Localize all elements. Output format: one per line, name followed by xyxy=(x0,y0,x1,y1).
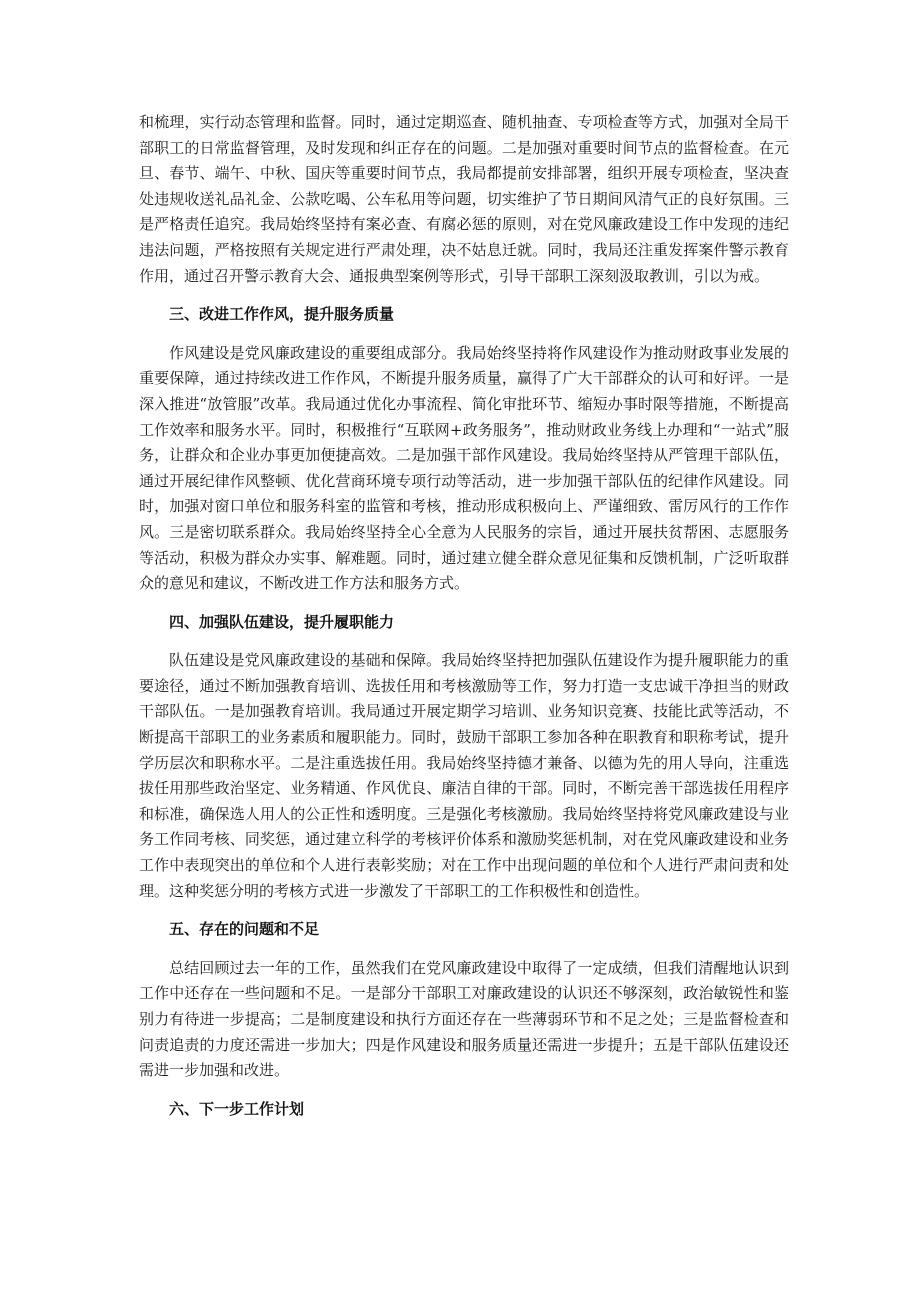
paragraph-work-style: 作风建设是党风廉政建设的重要组成部分。我局始终坚持将作风建设作为推动财政事业发展的重要保障，通过持续改进工作作风，不断提升服务质量，赢得了广大干部群众的认可和好评。一是深入推进“放管服”改革。我局通过优化办事流程、简化审批环节、缩短办事时限等措施，不断提高工作效率和服务水平。同时，积极推行“互联网+政务服务”，推动财政业务线上办理和“一站式”服务，让群众和企业办事更加便捷高效。二是加强干部作风建设。我局始终坚持从严管理干部队伍，通过开展纪律作风整顿、优化营商环境专项行动等活动，进一步加强干部队伍的纪律作风建设。同时，加强对窗口单位和服务科室的监管和考核，推动形成积极向上、严谨细致、雷厉风行的工作作风。三是密切联系群众。我局始终坚持全心全意为人民服务的宗旨，通过开展扶贫帮困、志愿服务等活动，积极为群众办实事、解难题。同时，通过建立健全群众意见征集和反馈机制，广泛听取群众的意见和建议，不断改进工作方法和服务方式。 xyxy=(139,343,789,593)
heading-section-5: 五、存在的问题和不足 xyxy=(169,920,320,939)
paragraph-team-building: 队伍建设是党风廉政建设的基础和保障。我局始终坚持把加强队伍建设作为提升履职能力的重要途径，通过不断加强教育培训、选拔任用和考核激励等工作，努力打造一支忠诚干净担当的财政干部队伍。一是加强教育培训。我局通过开展定期学习培训、业务知识竞赛、技能比武等活动，不断提高干部职工的业务素质和履职能力。同时，鼓励干部职工参加各种在职教育和职称考试，提升学历层次和职称水平。二是注重选拔任用。我局始终坚持德才兼备、以德为先的用人导向，注重选拔任用那些政治坚定、业务精通、作风优良、廉洁自律的干部。同时，不断完善干部选拔任用程序和标准，确保选人用人的公正性和透明度。三是强化考核激励。我局始终坚持将党风廉政建设与业务工作同考核、同奖惩，通过建立科学的考核评价体系和激励奖惩机制，对在党风廉政建设和业务工作中表现突出的单位和个人进行表彰奖励；对在工作中出现问题的单位和个人进行严肃问责和处理。这种奖惩分明的考核方式进一步激发了干部职工的工作积极性和创造性。 xyxy=(139,651,789,900)
heading-section-4: 四、加强队伍建设，提升履职能力 xyxy=(169,612,395,631)
paragraph-supervision-continued: 和梳理，实行动态管理和监督。同时，通过定期巡查、随机抽查、专项检查等方式，加强对全局干部职工的日常监督管理，及时发现和纠正存在的问题。二是加强对重要时间节点的监督检查。在元旦、春节、端午、中秋、国庆等重要时间节点，我局都提前安排部署，组织开展专项检查，坚决查处违规收送礼品礼金、公款吃喝、公车私用等问题，切实维护了节日期间风清气正的良好氛围。三是严格责任追究。我局始终坚持有案必查、有腐必惩的原则，对在党风廉政建设工作中发现的违纪违法问题，严格按照有关规定进行严肃处理，决不姑息迁就。同时，我局还注重发挥案件警示教育作用，通过召开警示教育大会、通报典型案例等形式，引导干部职工深刻汲取教训，引以为戒。 xyxy=(139,113,789,285)
document-page xyxy=(139,110,789,1135)
heading-section-6: 六、下一步工作计划 xyxy=(169,1099,305,1118)
paragraph-problems: 总结回顾过去一年的工作，虽然我们在党风廉政建设中取得了一定成绩，但我们清醒地认识到工作中还存在一些问题和不足。一是部分干部职工对廉政建设的认识还不够深刻，政治敏锐性和鉴别力有待进一步提高；二是制度建设和执行方面还存在一些薄弱环节和不足之处；三是监督检查和问责追责的力度还需进一步加大；四是作风建设和服务质量还需进一步提升；五是干部队伍建设还需进一步加强和改进。 xyxy=(139,958,789,1080)
heading-section-3: 三、改进工作作风，提升服务质量 xyxy=(169,305,395,324)
